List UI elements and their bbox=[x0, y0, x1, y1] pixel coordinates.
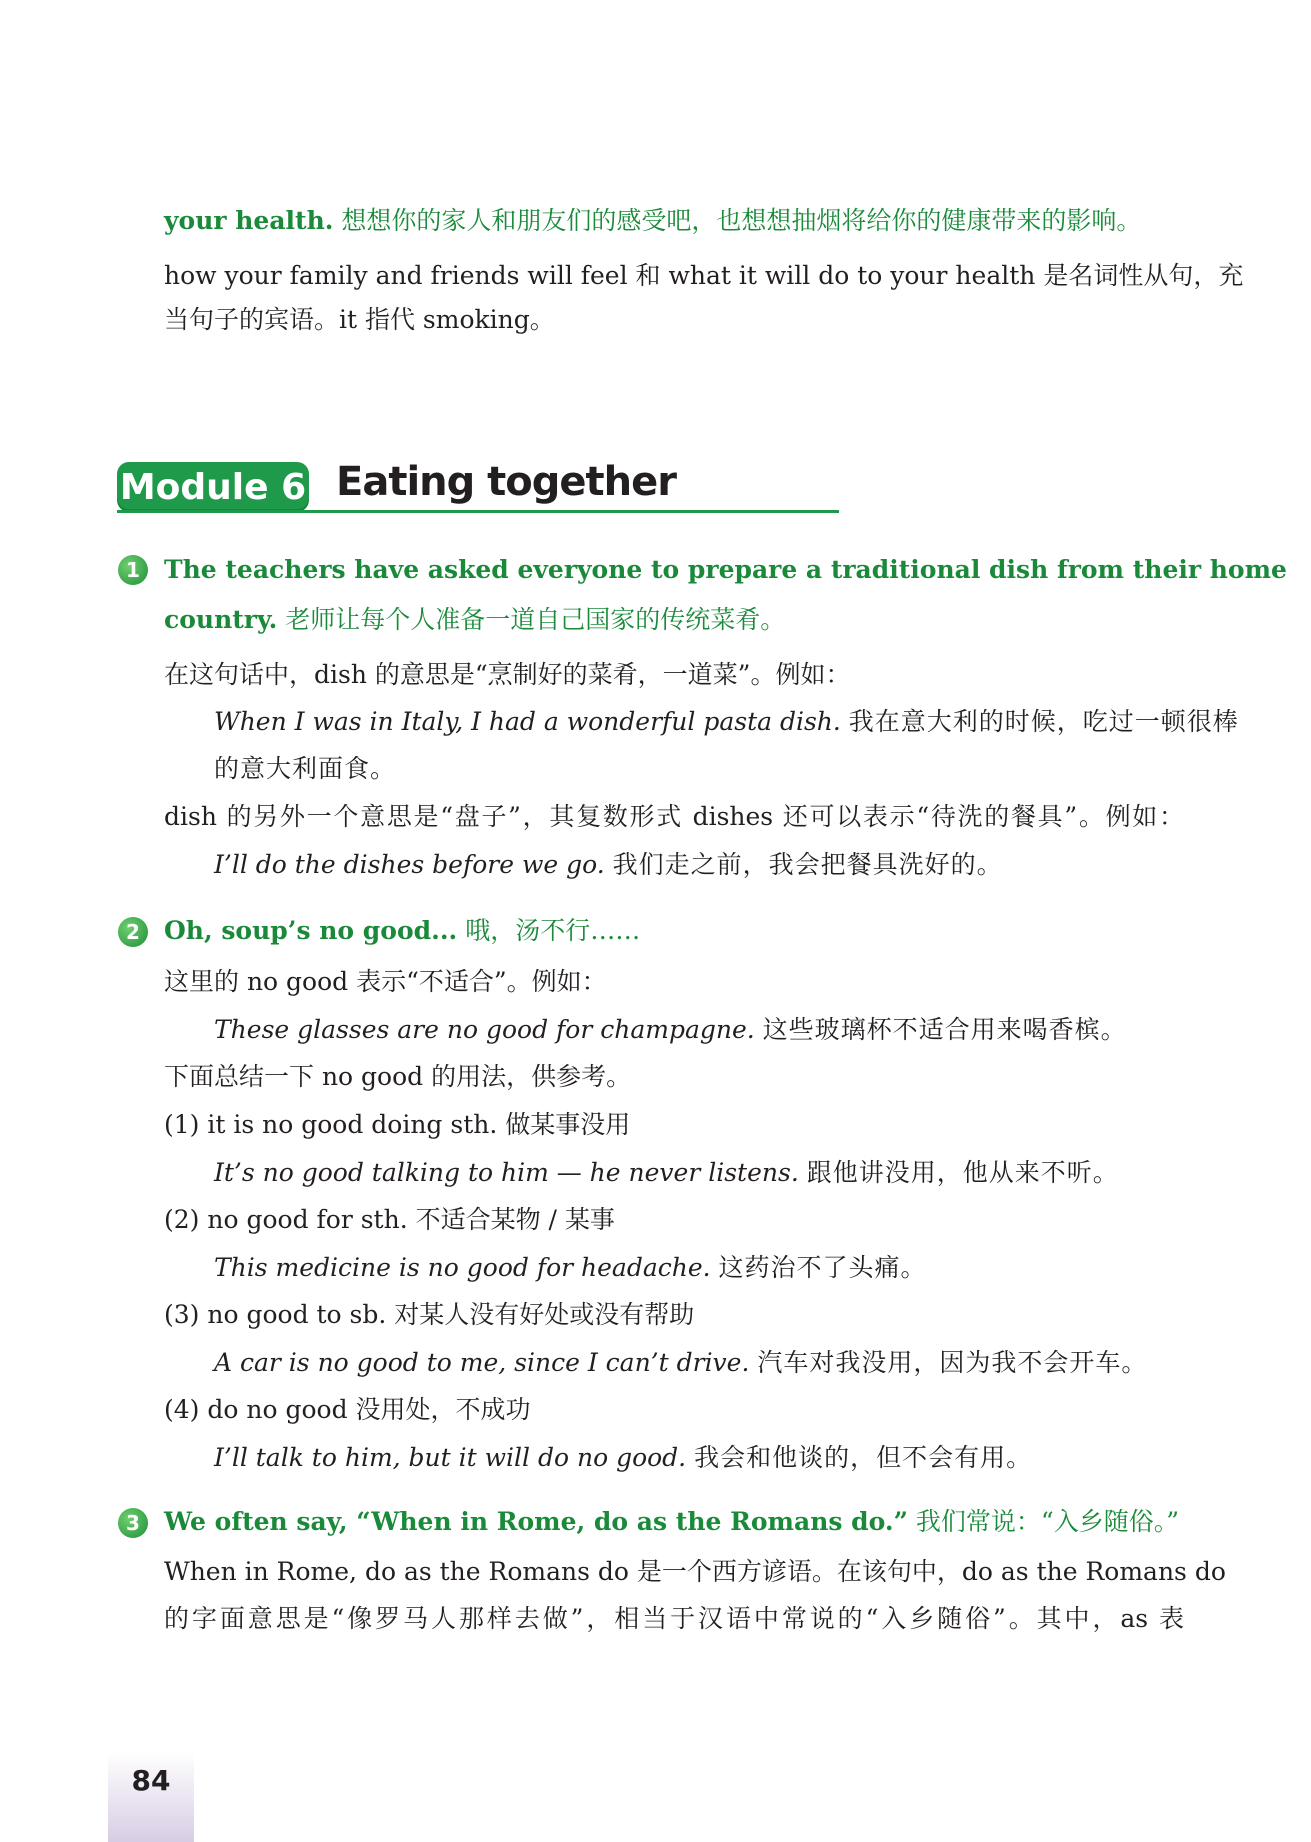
example-en: These glasses are no good for champagne. bbox=[214, 1015, 755, 1044]
example-zh: 这些玻璃杯不适合用来喝香槟。 bbox=[762, 1015, 1127, 1044]
explanation-line: 下面总结一下 no good 的用法，供参考。 bbox=[164, 1062, 632, 1091]
intro-heading-en: your health. bbox=[164, 206, 334, 235]
example-zh: 我在意大利的时候，吃过一顿很棒 bbox=[848, 707, 1239, 736]
intro-heading-zh: 想想你的家人和朋友们的感受吧，也想想抽烟将给你的健康带来的影响。 bbox=[341, 206, 1142, 235]
item-number-badge: 3 bbox=[118, 1508, 148, 1538]
example-line bbox=[214, 1156, 1184, 1190]
module-underline bbox=[117, 510, 839, 513]
example-en: I’ll do the dishes before we go. bbox=[214, 850, 605, 879]
example-zh: 的意大利面食。 bbox=[214, 754, 397, 783]
explanation-line: 在这句话中，dish 的意思是“烹制好的菜肴，一道菜”。例如： bbox=[164, 660, 851, 689]
intro-note-line: how your family and friends will feel 和 what it will do to your health 是名词性从句，充 bbox=[164, 261, 1244, 290]
usage-line: (4) do no good 没用处，不成功 bbox=[164, 1395, 531, 1424]
example-line bbox=[214, 1013, 1184, 1047]
example-line bbox=[214, 1346, 1184, 1380]
example-en: A car is no good to me, since I can’t drive. bbox=[214, 1348, 750, 1377]
item-heading: The teachers have asked everyone to prepare a traditional dish from their home bbox=[164, 555, 1287, 584]
usage-line: (3) no good to sb. 对某人没有好处或没有帮助 bbox=[164, 1300, 695, 1329]
example-line bbox=[214, 848, 1184, 882]
explanation-line: 这里的 no good 表示“不适合”。例如： bbox=[164, 967, 607, 996]
item-heading-zh: 老师让每个人准备一道自己国家的传统菜肴。 bbox=[285, 605, 786, 634]
item-number-badge: 2 bbox=[118, 917, 148, 947]
example-en: This medicine is no good for headache. bbox=[214, 1253, 711, 1282]
explanation-line: dish 的另外一个意思是“盘子”，其复数形式 dishes 还可以表示“待洗的餐具”。例如： bbox=[164, 802, 1184, 831]
example-line bbox=[214, 1251, 1184, 1285]
example-zh: 汽车对我没用，因为我不会开车。 bbox=[757, 1348, 1148, 1377]
example-en: I’ll talk to him, but it will do no good. bbox=[214, 1443, 687, 1472]
example-en: When I was in Italy, I had a wonderful pasta dish. bbox=[214, 707, 841, 736]
example-zh: 我们走之前，我会把餐具洗好的。 bbox=[612, 850, 1003, 879]
item-heading-en: We often say, “When in Rome, do as the Romans do.” bbox=[164, 1507, 908, 1536]
item-heading bbox=[164, 603, 1184, 637]
item-heading-zh: 我们常说：“入乡随俗。” bbox=[915, 1507, 1179, 1536]
item-number-badge: 1 bbox=[118, 555, 148, 585]
intro-note-line: 当句子的宾语。it 指代 smoking。 bbox=[164, 305, 555, 334]
module-label-badge: Module 6 bbox=[117, 462, 309, 512]
item-heading bbox=[164, 914, 1184, 948]
explanation-line: 的字面意思是“像罗马人那样去做”，相当于汉语中常说的“入乡随俗”。其中，as 表 bbox=[164, 1604, 1184, 1633]
item-heading bbox=[164, 1505, 1184, 1539]
page-number: 84 bbox=[131, 1764, 171, 1797]
module-title: Eating together bbox=[336, 459, 676, 505]
example-zh: 我会和他谈的，但不会有用。 bbox=[694, 1443, 1033, 1472]
intro-heading bbox=[164, 204, 1184, 238]
example-zh: 跟他讲没用，他从来不听。 bbox=[806, 1158, 1119, 1187]
example-zh: 这药治不了头痛。 bbox=[718, 1253, 927, 1282]
usage-line: (1) it is no good doing sth. 做某事没用 bbox=[164, 1110, 631, 1139]
example-en: It’s no good talking to him — he never listens. bbox=[214, 1158, 799, 1187]
item-heading-en: Oh, soup’s no good... bbox=[164, 916, 458, 945]
item-heading-en: country. bbox=[164, 605, 278, 634]
usage-line: (2) no good for sth. 不适合某物 / 某事 bbox=[164, 1205, 615, 1234]
item-heading-zh: 哦，汤不行…… bbox=[465, 916, 641, 945]
example-line bbox=[214, 705, 1239, 739]
example-line bbox=[214, 1441, 1184, 1475]
explanation-line: When in Rome, do as the Romans do 是一个西方谚语。在该句中，do as the Romans do bbox=[164, 1557, 1226, 1586]
